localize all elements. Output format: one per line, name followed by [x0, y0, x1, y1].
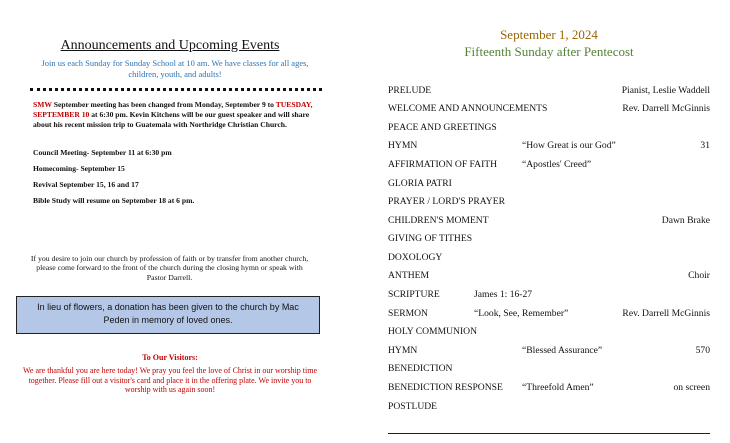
visitors-message: We are thankful you are here today! We pray you feel the love of Christ in our worship time together. Please fill out a visitor's card and place it in the offering plate. We invite you to worship with us again soon!	[22, 366, 318, 395]
order-row	[388, 289, 710, 303]
order-part: PEACE AND GREETINGS	[388, 122, 497, 133]
order-detail: “Threefold Amen”	[522, 382, 594, 393]
order-part: CHILDREN'S MOMENT	[388, 215, 489, 226]
smw-text-2: at 6:30 pm. Kevin Kitchens will be our guest speaker and will share about his recent mission trip to Guatemala with Northridge Christian Church.	[33, 109, 310, 129]
order-right: 31	[700, 140, 710, 151]
order-part: PRAYER / LORD'S PRAYER	[388, 196, 505, 207]
smw-date-highlight: TUESDAY, SEPTEMBER 10	[33, 100, 313, 119]
order-part: SERMON	[388, 308, 428, 319]
order-row	[388, 233, 710, 247]
order-detail: “Look, See, Remember”	[474, 308, 569, 319]
order-part: GLORIA PATRI	[388, 178, 452, 189]
order-part: HYMN	[388, 345, 418, 356]
bible-study: Bible Study will resume on September 18 at 6 pm.	[33, 196, 195, 205]
order-right: Rev. Darrell McGinnis	[622, 103, 710, 114]
sunday-school-note: Join us each Sunday for Sunday School at 10 am. We have classes for all ages, children, youth, and adults!	[41, 58, 309, 79]
order-detail: “Apostles' Creed”	[522, 159, 592, 170]
order-part: GIVING OF TITHES	[388, 233, 473, 244]
order-detail: “How Great is our God”	[522, 140, 616, 151]
order-row	[388, 363, 710, 377]
revival: Revival September 15, 16 and 17	[33, 180, 139, 189]
order-right: 570	[695, 345, 710, 356]
order-row	[388, 122, 710, 136]
order-row	[388, 215, 710, 229]
order-row	[388, 252, 710, 266]
order-right: on screen	[673, 382, 710, 393]
order-part: AFFIRMATION OF FAITH	[388, 159, 498, 170]
order-part: HYMN	[388, 140, 418, 151]
homecoming: Homecoming- September 15	[33, 164, 125, 173]
order-part: DOXOLOGY	[388, 252, 443, 263]
smw-announcement	[33, 100, 318, 130]
smw-text-1: September meeting has been changed from Monday, September 9 to	[51, 100, 276, 109]
order-row	[388, 178, 710, 192]
order-right: Pianist, Leslie Waddell	[621, 85, 710, 96]
order-part: SCRIPTURE	[388, 289, 440, 300]
order-part: WELCOME AND ANNOUNCEMENTS	[388, 103, 548, 114]
order-row	[388, 159, 710, 173]
order-row	[388, 345, 710, 359]
smw-label: SMW	[33, 100, 52, 109]
membership-note: If you desire to join our church by profession of faith or by transfer from another church, please come forward to the front of the church during the closing hymn or speak with Pastor Darrell.	[30, 254, 309, 282]
order-row	[388, 326, 710, 340]
order-row	[388, 382, 710, 396]
service-date: September 1, 2024	[500, 27, 598, 42]
order-row	[388, 85, 710, 99]
bottom-rule	[388, 433, 710, 434]
order-part: BENEDICTION	[388, 363, 453, 374]
order-right: Dawn Brake	[661, 215, 710, 226]
order-right: Rev. Darrell McGinnis	[622, 308, 710, 319]
liturgical-day: Fifteenth Sunday after Pentecost	[464, 44, 634, 59]
order-detail: James 1: 16-27	[474, 289, 533, 300]
order-right: Choir	[688, 270, 710, 281]
order-detail: “Blessed Assurance”	[522, 345, 603, 356]
order-part: BENEDICTION RESPONSE	[388, 382, 503, 393]
dotted-divider	[30, 88, 322, 91]
order-row	[388, 270, 710, 284]
order-row	[388, 196, 710, 210]
order-part: ANTHEM	[388, 270, 430, 281]
order-part: HOLY COMMUNION	[388, 326, 478, 337]
order-row	[388, 140, 710, 154]
order-row	[388, 308, 710, 322]
announcements-title: Announcements and Upcoming Events	[60, 38, 280, 53]
council-meeting: Council Meeting- September 11 at 6:30 pm	[33, 148, 172, 157]
order-row	[388, 401, 710, 415]
order-row	[388, 103, 710, 117]
visitors-title: To Our Visitors:	[142, 353, 198, 362]
order-part: PRELUDE	[388, 85, 432, 96]
flowers-memorial-box: In lieu of flowers, a donation has been given to the church by Mac Peden in memory of loved ones.	[16, 296, 320, 334]
order-part: POSTLUDE	[388, 401, 438, 412]
